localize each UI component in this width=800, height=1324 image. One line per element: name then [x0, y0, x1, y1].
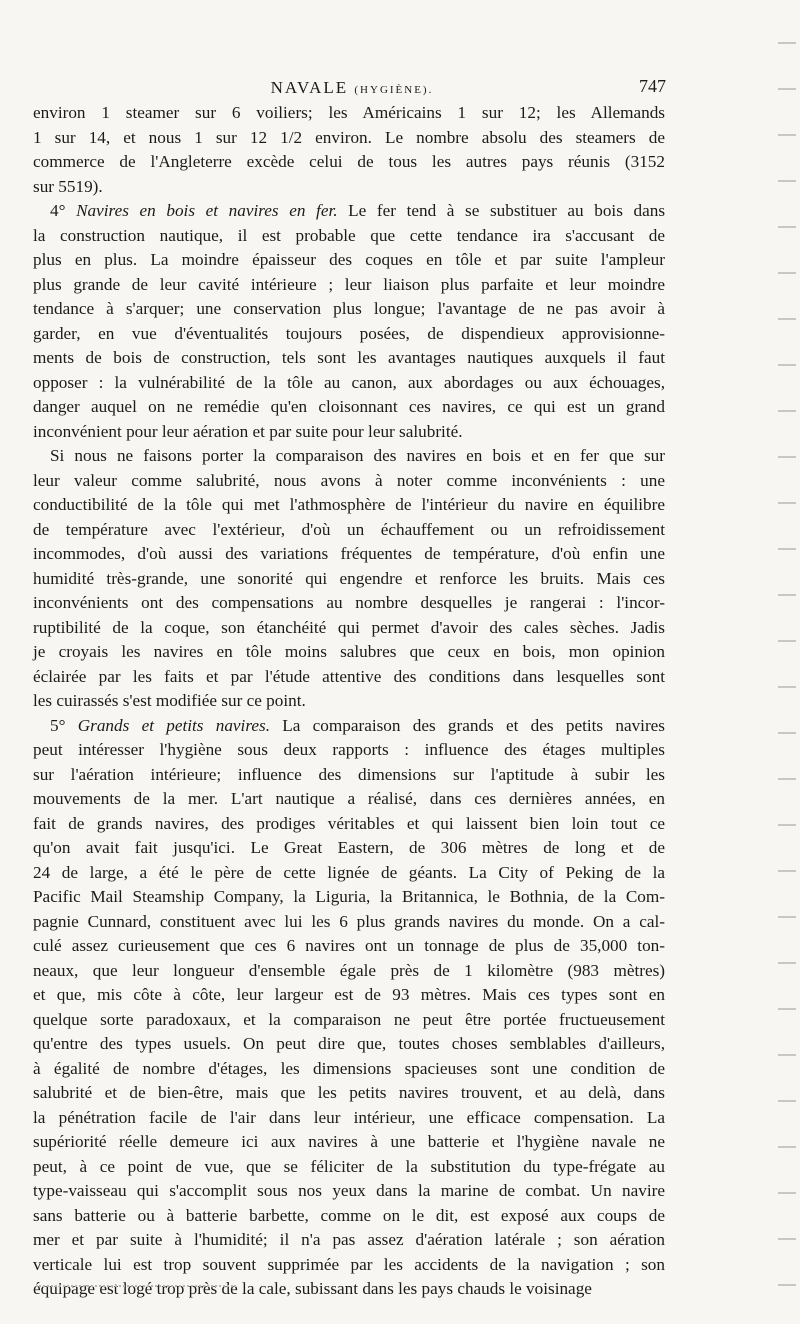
- text-line: [33, 322, 665, 347]
- line-text: quelque sorte paradoxaux, et la comparaison ne peut être portée fructueusement: [33, 1009, 665, 1029]
- body-text: [33, 101, 665, 1302]
- line-text: plus grande de leur cavité intérieure ; leur liaison plus parfaite et leur moindre: [33, 274, 665, 294]
- text-line: [33, 469, 665, 494]
- text-line: [33, 787, 665, 812]
- line-text: plus en plus. La moindre épaisseur des coques en tôle et par suite l'ampleur: [33, 250, 665, 269]
- paragraph: [33, 199, 665, 444]
- text-line: [33, 1032, 665, 1057]
- text-line: [33, 567, 665, 592]
- margin-scan-marks: [778, 20, 796, 1300]
- text-line: [33, 1008, 665, 1033]
- line-text: Le fer tend à se substituer au bois dans: [337, 201, 666, 220]
- line-text: salubrité et de bien-être, mais que les petits navires trouvent, et au delà, dans: [33, 1083, 665, 1102]
- text-line: [33, 910, 665, 935]
- line-text: Pacific Mail Steamship Company, la Liguria, la Britannica, le Bothnia, de la Com-: [33, 887, 665, 906]
- line-text: inconvénients ont des compensations au nombre desquelles je rangerai : l'incor-: [33, 593, 665, 612]
- text-line: [33, 248, 665, 273]
- line-text: ments de bois de construction, tels sont les avantages nautiques auxquels il faut: [33, 348, 665, 367]
- line-text: de température avec l'extérieur, d'où un échauffement ou un refroidissement: [33, 519, 665, 539]
- text-line: [33, 616, 665, 641]
- line-text: peut intéresser l'hygiène sous deux rapports : influence des étages multiples: [33, 740, 665, 759]
- line-text: type-vaisseau qui s'accomplit sous nos yeux dans la marine de combat. Un navire: [33, 1181, 665, 1200]
- paragraph: [33, 444, 665, 714]
- line-text: humidité très-grande, une sonorité qui engendre et renforce les bruits. Mais ces: [33, 568, 665, 588]
- line-text: peut, à ce point de vue, que se féliciter de la substitution du type-frégate au: [33, 1156, 665, 1176]
- text-line: [33, 224, 665, 249]
- running-title-sub: (HYGIÈNE).: [354, 84, 434, 96]
- text-line: [33, 297, 665, 322]
- line-text: ruptibilité de la coque, son étanchéité qui permet d'avoir des cales sèches. Jadis: [33, 617, 665, 637]
- paragraph: [33, 101, 665, 199]
- line-text: éclairée par les faits et par l'étude attentive des conditions dans lesquelles sont: [33, 666, 665, 686]
- text-line: [33, 763, 665, 788]
- text-line: [33, 836, 665, 861]
- line-text: la pénétration facile de l'air dans leur intérieur, une efficace compensation. La: [33, 1107, 665, 1127]
- text-line: [33, 861, 665, 886]
- section-number: 4°: [50, 201, 77, 220]
- section-heading: Grands et petits navires.: [77, 715, 270, 735]
- text-line: [33, 395, 665, 420]
- line-text: leur valeur comme salubrité, nous avons à noter comme inconvénients : une: [33, 470, 665, 490]
- text-line: [33, 812, 665, 837]
- line-text: mouvements de la mer. L'art nautique a réalisé, dans ces dernières années, en: [33, 789, 665, 808]
- text-line: [33, 346, 665, 371]
- page-number: 747: [639, 76, 666, 96]
- text-line: [33, 101, 665, 126]
- section-heading: Navires en bois et navires en fer.: [76, 201, 338, 220]
- running-head: [34, 74, 670, 104]
- footer-print-mark: [36, 1285, 236, 1291]
- section-number: 5°: [50, 715, 78, 735]
- line-text: tendance à s'arquer; une conservation plus longue; l'avantage de ne pas avoir à: [33, 299, 665, 318]
- line-text: la construction nautique, il est probable que cette tendance ira s'accusant de: [33, 225, 665, 245]
- text-line: [33, 1179, 665, 1204]
- line-text: garder, en vue d'éventualités toujours posées, de dispendieux approvisionne-: [33, 323, 665, 343]
- line-text: pagnie Cunnard, constituent avec lui les 6 plus grands navires du monde. On a cal-: [33, 911, 665, 931]
- line-text: qu'entre des types usuels. On peut dire que, toutes choses semblables d'ailleurs,: [33, 1034, 665, 1053]
- text-line: [33, 1253, 665, 1278]
- text-line: [33, 199, 665, 224]
- text-line: [33, 885, 665, 910]
- text-line: [33, 738, 665, 763]
- line-text: fait de grands navires, des prodiges véritables et qui laissent bien loin tout ce: [33, 813, 665, 833]
- line-text: conductibilité de la tôle qui met l'athmosphère de l'intérieur du navire en équilibre: [33, 495, 665, 514]
- line-text: culé assez curieusement que ces 6 navires ont un tonnage de plus de 35,000 ton-: [33, 936, 665, 955]
- text-line: [33, 444, 665, 469]
- text-line: [33, 175, 665, 200]
- text-line: [33, 983, 665, 1008]
- line-text: les cuirassés s'est modifiée sur ce point.: [33, 691, 306, 710]
- text-line: [33, 689, 665, 714]
- running-title: [34, 78, 670, 98]
- line-text: danger auquel on ne remédie qu'en cloisonnant ces navires, ce qui est un grand: [33, 397, 665, 416]
- running-title-main: NAVALE: [270, 78, 349, 97]
- text-line: [33, 714, 665, 739]
- line-text: inconvénient pour leur aération et par suite pour leur salubrité.: [33, 421, 463, 441]
- text-line: [33, 1057, 665, 1082]
- text-line: [33, 1228, 665, 1253]
- text-line: [33, 959, 665, 984]
- text-line: [33, 518, 665, 543]
- line-text: incommodes, d'où aussi des variations fréquentes de température, d'où enfin une: [33, 544, 665, 563]
- line-text: mer et par suite à l'humidité; il n'a pas assez d'aération latérale ; son aération: [33, 1230, 665, 1249]
- line-text: neaux, que leur longueur d'ensemble égale près de 1 kilomètre (983 mètres): [33, 960, 665, 980]
- line-text: sur 5519).: [33, 176, 103, 196]
- text-line: [33, 1155, 665, 1180]
- text-line: [33, 640, 665, 665]
- line-text: environ 1 steamer sur 6 voiliers; les Américains 1 sur 12; les Allemands: [33, 103, 665, 122]
- text-line: [33, 1081, 665, 1106]
- line-text: commerce de l'Angleterre excède celui de tous les autres pays réunis (3152: [33, 152, 665, 171]
- text-line: [33, 371, 665, 396]
- line-text: sur l'aération intérieure; influence des dimensions sur l'aptitude à subir les: [33, 764, 665, 784]
- paragraph: [33, 714, 665, 1302]
- line-text: 24 de large, a été le père de cette lignée de géants. La City of Peking de la: [33, 862, 665, 882]
- line-text: verticale lui est trop souvent supprimée par les accidents de la navigation ; son: [33, 1254, 665, 1274]
- line-text: Si nous ne faisons porter la comparaison des navires en bois et en fer que sur: [50, 446, 665, 465]
- line-text: supériorité réelle demeure ici aux navires à une batterie et l'hygiène navale ne: [33, 1132, 665, 1151]
- line-text: sans batterie ou à batterie barbette, comme on le dit, est exposé aux coups de: [33, 1205, 665, 1225]
- text-line: [33, 150, 665, 175]
- text-line: [33, 934, 665, 959]
- line-text: à égalité de nombre d'étages, les dimensions spacieuses sont une condition de: [33, 1058, 665, 1078]
- line-text: équipage est logé trop près de la cale, subissant dans les pays chauds le voisinage: [33, 1279, 592, 1298]
- text-line: [33, 420, 665, 445]
- line-text: La comparaison des grands et des petits navires: [270, 715, 665, 735]
- text-line: [33, 1106, 665, 1131]
- line-text: je croyais les navires en tôle moins salubres que ceux en bois, mon opinion: [33, 642, 665, 661]
- line-text: et que, mis côte à côte, leur largeur est de 93 mètres. Mais ces types sont en: [33, 985, 665, 1004]
- text-line: [33, 126, 665, 151]
- text-line: [33, 1130, 665, 1155]
- line-text: opposer : la vulnérabilité de la tôle au canon, aux abordages ou aux échouages,: [33, 372, 665, 392]
- text-line: [33, 591, 665, 616]
- text-line: [33, 273, 665, 298]
- text-line: [33, 542, 665, 567]
- text-line: [33, 1204, 665, 1229]
- line-text: qu'on avait fait jusqu'ici. Le Great Eastern, de 306 mètres de long et de: [33, 838, 665, 857]
- text-line: [33, 665, 665, 690]
- line-text: 1 sur 14, et nous 1 sur 12 1/2 environ. Le nombre absolu des steamers de: [33, 127, 665, 147]
- text-line: [33, 493, 665, 518]
